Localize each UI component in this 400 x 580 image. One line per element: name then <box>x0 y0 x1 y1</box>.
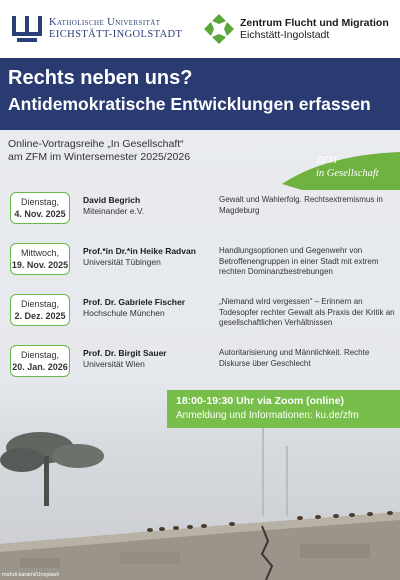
concrete-wall <box>0 512 400 580</box>
zfm-name-line1: Zentrum Flucht und Migration <box>240 17 389 29</box>
zfm-badge-text <box>316 154 379 180</box>
event-speaker <box>83 195 213 217</box>
event-row <box>0 294 400 330</box>
event-date-box <box>10 345 70 377</box>
speaker-affiliation: Hochschule München <box>83 308 165 318</box>
speaker-affiliation: Universität Wien <box>83 359 145 369</box>
event-topic: Autoritarisierung und Männlichkeit. Rechte Diskurse über Geschlecht <box>219 348 370 368</box>
event-day: Mittwoch, <box>20 248 59 258</box>
photo-credit: mahdi karami/Unsplash <box>2 572 60 578</box>
event-topic: Gewalt und Wahlerfolg. Rechtsextremismus in Magdeburg <box>219 195 383 215</box>
event-speaker <box>83 246 213 268</box>
event-date-box <box>10 243 70 275</box>
event-date: 19. Nov. 2025 <box>11 260 69 270</box>
series-line2: am ZFM im Wintersemester 2025/2026 <box>8 151 191 163</box>
event-date-box <box>10 192 70 224</box>
speaker-affiliation: Universität Tübingen <box>83 257 161 267</box>
zfm-logo[interactable] <box>204 14 389 44</box>
zoom-info-banner <box>167 390 400 428</box>
ku-logo[interactable] <box>12 16 182 42</box>
zfm-name <box>240 17 389 41</box>
speaker-name: David Begrich <box>83 195 141 205</box>
speaker-name: Prof.*in Dr.*in Heike Radvan <box>83 246 196 256</box>
event-speaker <box>83 297 213 319</box>
background-photo <box>0 426 400 580</box>
event-date: 4. Nov. 2025 <box>14 209 66 219</box>
event-day: Dienstag, <box>20 299 60 309</box>
event-date-box <box>10 294 70 326</box>
event-topic: „Niemand wird vergessen“ – Erinnern an Todesopfer rechter Gewalt als Praxis der Kritik an gesellschaftlichen Verhältnissen <box>219 297 395 327</box>
event-row <box>0 243 400 279</box>
event-topic: Handlungsoptionen und Gegenwehr von Betroffenengruppen in einer Stadt mit extrem rechten Dominanzbestrebungen <box>219 246 379 276</box>
speaker-name: Prof. Dr. Birgit Sauer <box>83 348 167 358</box>
ku-name <box>49 17 182 41</box>
event-day: Dienstag, <box>20 197 60 207</box>
event-time: 18:00-19:30 Uhr via Zoom (online) <box>176 395 345 407</box>
page-title: Rechts neben uns? <box>8 67 193 89</box>
event-row <box>0 192 400 228</box>
event-row <box>0 345 400 381</box>
page-subtitle-heading: Antidemokratische Entwicklungen erfassen <box>8 94 371 114</box>
event-speaker <box>83 348 213 370</box>
badge-line1: ZFM <box>316 155 337 166</box>
speaker-name: Prof. Dr. Gabriele Fischer <box>83 297 186 307</box>
ku-name-line2: EICHSTÄTT-INGOLSTADT <box>49 29 183 40</box>
speaker-affiliation: Miteinander e.V. <box>83 206 145 216</box>
pole <box>262 426 264 516</box>
event-day: Dienstag, <box>20 350 60 360</box>
badge-line2: in Gesellschaft <box>316 168 379 179</box>
zfm-logo-icon <box>204 14 234 44</box>
tree-silhouette <box>0 432 104 506</box>
content-area <box>0 130 400 580</box>
title-band <box>0 58 400 130</box>
ku-logo-icon <box>12 16 42 42</box>
logo-header <box>0 0 400 58</box>
series-description <box>8 138 190 164</box>
registration-info[interactable]: Anmeldung und Informationen: ku.de/zfm <box>176 410 359 421</box>
pole <box>286 446 288 516</box>
event-date: 20. Jan. 2026 <box>12 362 68 372</box>
zfm-name-line2: Eichstätt-Ingolstadt <box>240 29 330 41</box>
ku-name-line1: Katholische Universität <box>49 17 161 28</box>
event-date: 2. Dez. 2025 <box>14 311 66 321</box>
series-line1: Online-Vortragsreihe „In Gesellschaft“ <box>8 138 184 150</box>
